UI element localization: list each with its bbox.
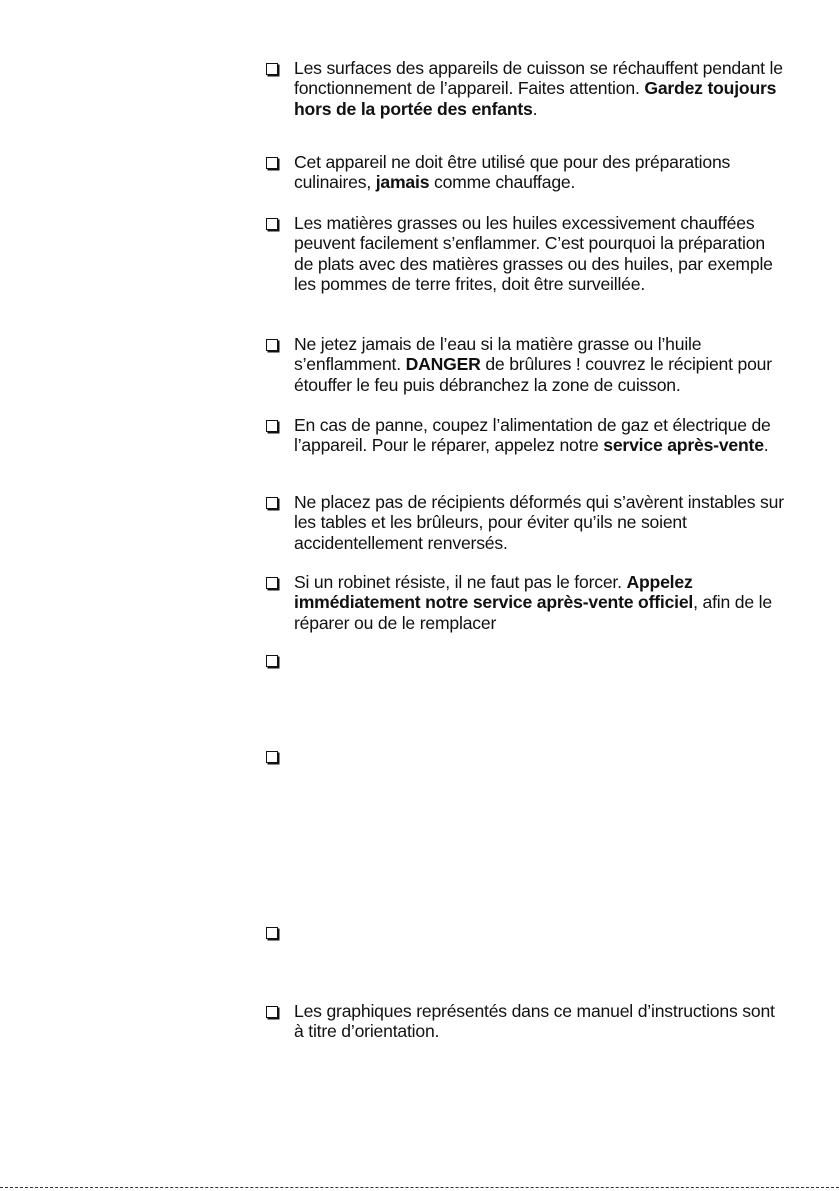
checkbox-square-icon [266,751,278,763]
checkbox-square-icon [266,157,278,169]
list-item-text: Cet appareil ne doit être utilisé que pour des préparations culinaires, jamais comme chauffage. [294,152,731,193]
checkbox-square-icon [266,339,278,351]
list-item-text: Ne placez pas de récipients déformés qui s’avèrent instables sur les tables et les brûleurs, pour éviter qu’ils ne soient accidentellement renversés. [294,492,784,553]
list-item-text: Ne jetez jamais de l’eau si la matière grasse ou l’huile s’enflamment. DANGER de brûlures ! couvrez le récipient pour étouffer le feu puis débranchez la zone de cuisson. [294,334,772,395]
list-item-text: En cas de panne, coupez l’alimentation de gaz et électrique de l’appareil. Pour le réparer, appelez notre service après-vente. [294,415,771,456]
checkbox-square-icon [266,655,278,667]
page-edge-divider [0,1187,839,1188]
list-item-text: Les matières grasses ou les huiles excessivement chauffées peuvent facilement s’enflammer. C’est pourquoi la préparation de plats avec des matières grasses ou des huiles, par exemple les pommes de terre frites, doit être surveillée. [294,213,773,295]
list-item-text: Les graphiques représentés dans ce manuel d’instructions sont à titre d’orientation. [294,1001,775,1042]
checkbox-square-icon [266,497,278,509]
checkbox-square-icon [266,577,278,589]
checkbox-square-icon [266,420,278,432]
list-item-text: Les surfaces des appareils de cuisson se réchauffent pendant le fonctionnement de l’appareil. Faites attention. Gardez toujours hors de la portée des enfants. [294,58,783,119]
checkbox-square-icon [266,927,278,939]
checkbox-square-icon [266,1006,278,1018]
checkbox-square-icon [266,63,278,75]
list-item-text: Si un robinet résiste, il ne faut pas le forcer. Appelez immédiatement notre service après-vente officiel, afin de le réparer ou de le remplacer [294,572,772,633]
checkbox-square-icon [266,218,278,230]
